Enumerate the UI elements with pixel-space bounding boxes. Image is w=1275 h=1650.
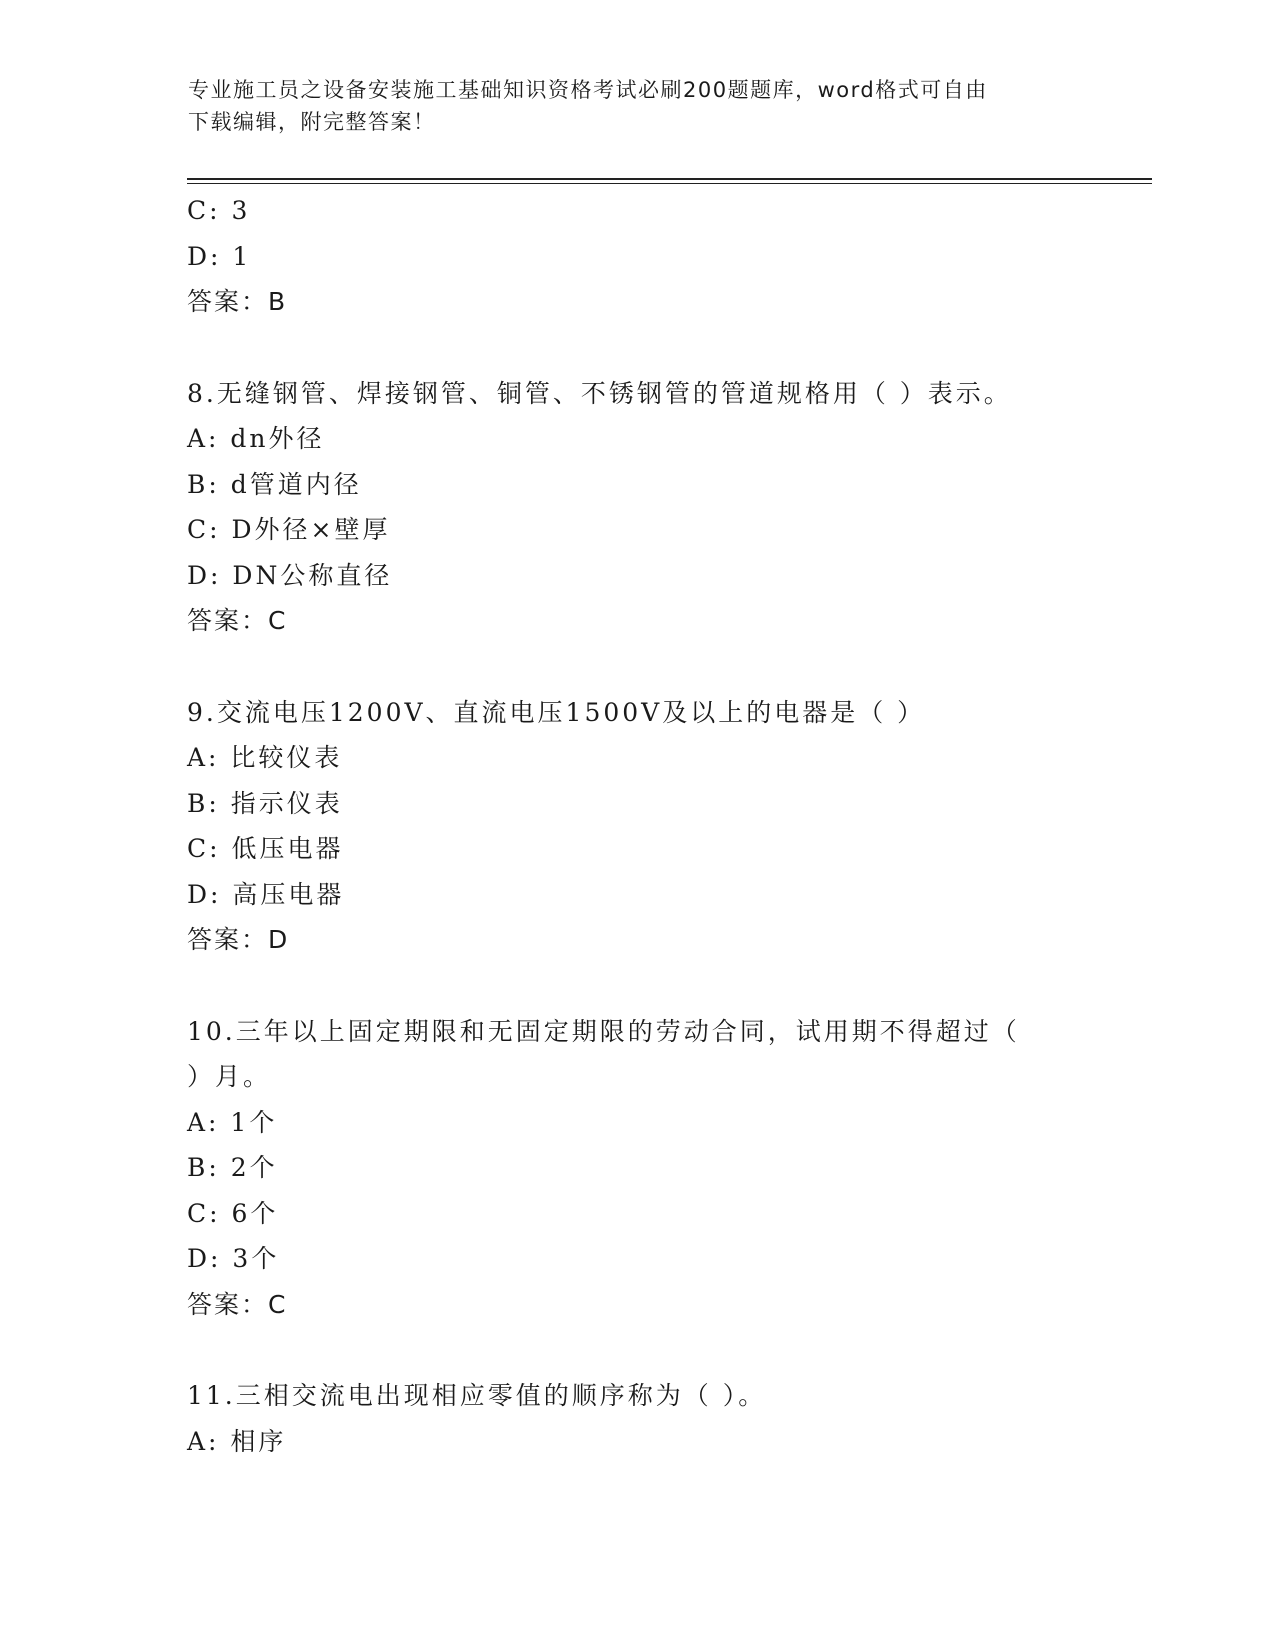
- question-stem: 交流电压1200V、直流电压1500V及以上的电器是（ ）: [216, 697, 926, 727]
- document-header: [188, 74, 1068, 138]
- header-title-line-2: 下载编辑，附完整答案！: [188, 110, 436, 134]
- question-stem: 无缝钢管、焊接钢管、铜管、不锈钢管的管道规格用（ ）表示。: [216, 378, 1012, 408]
- option-c: C: D外径×壁厚: [187, 515, 391, 544]
- spacer: [187, 644, 1067, 690]
- option-b: B: 指示仪表: [187, 788, 343, 818]
- question-10-text-line-1: [187, 1009, 1067, 1055]
- question-number: 8.: [187, 378, 217, 408]
- option-c: C: 6个: [187, 1198, 279, 1228]
- question-number: 9.: [187, 697, 217, 727]
- answer-line: 答案：D: [187, 925, 290, 954]
- question-9-text: [187, 690, 1067, 736]
- header-title-line-1: 专业施工员之设备安装施工基础知识资格考试必刷200题题库，word格式可自由: [188, 78, 988, 102]
- spacer: [187, 963, 1067, 1009]
- option-c: C: 3: [187, 196, 251, 225]
- option-a: A: dn外径: [187, 424, 325, 453]
- answer-line: 答案：C: [187, 606, 288, 635]
- option-b: B: d管道内径: [187, 469, 362, 499]
- answer-line: 答案：C: [187, 1289, 288, 1319]
- option-d: D: DN公称直径: [187, 560, 393, 590]
- question-number: 11.: [187, 1381, 236, 1410]
- header-divider-thick: [187, 178, 1152, 180]
- spacer: [187, 325, 1067, 371]
- question-stem: 三相交流电出现相应零值的顺序称为（ ）。: [235, 1381, 767, 1410]
- option-a: A: 相序: [187, 1426, 287, 1456]
- option-d: D: 1: [187, 241, 252, 271]
- option-a: A: 1个: [187, 1107, 278, 1137]
- option-a: A: 比较仪表: [187, 743, 343, 772]
- option-d: D: 高压电器: [187, 879, 345, 909]
- option-d: D: 3个: [187, 1244, 280, 1273]
- question-8-text: [187, 371, 1067, 417]
- option-c: C: 低压电器: [187, 834, 344, 863]
- header-divider-thin: [187, 183, 1152, 184]
- question-list: [187, 188, 1067, 1464]
- answer-line: 答案：B: [187, 287, 288, 316]
- question-11-text: [187, 1373, 1067, 1419]
- question-stem: 三年以上固定期限和无固定期限的劳动合同，试用期不得超过（: [235, 1016, 1020, 1046]
- spacer: [187, 1327, 1067, 1373]
- question-number: 10.: [187, 1016, 236, 1046]
- question-10-text-line-2: ）月。: [187, 1062, 272, 1091]
- option-b: B: 2个: [187, 1153, 278, 1182]
